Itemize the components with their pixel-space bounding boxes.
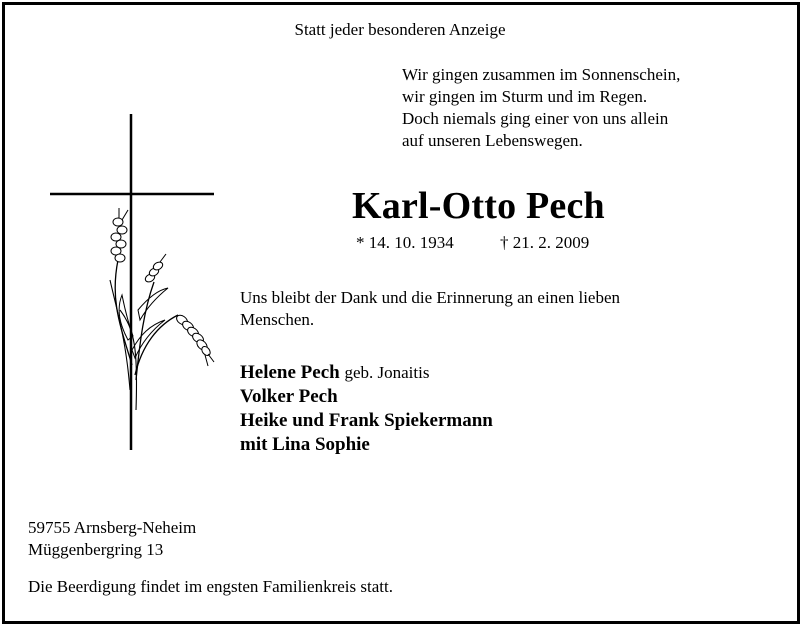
deceased-name: Karl-Otto Pech [352, 185, 605, 227]
birth-date: * 14. 10. 1934 [356, 233, 454, 252]
thanks-text: Uns bleibt der Dank und die Erinnerung an einen lieben Menschen. [240, 288, 621, 329]
address-city: 59755 Arnsberg-Neheim [28, 518, 197, 537]
poem [402, 64, 680, 152]
address-street: Müggenbergring 13 [28, 540, 164, 559]
address [28, 517, 196, 561]
poem-line: Wir gingen zusammen im Sonnenschein, [402, 65, 681, 84]
mourner-name: Volker Pech [240, 386, 338, 407]
poem-line: wir gingen im Sturm und im Regen. [402, 87, 648, 106]
life-dates [356, 233, 589, 253]
mourner-line [240, 361, 493, 385]
mourner-name: Helene Pech [240, 362, 340, 383]
poem-line: Doch niemals ging einer von uns allein [402, 109, 669, 128]
mourners-list [240, 361, 493, 457]
death-date: † 21. 2. 2009 [500, 233, 590, 252]
funeral-note: Die Beerdigung findet im engsten Familienkreis statt. [28, 577, 393, 596]
mourner-name: Heike und Frank Spiekermann [240, 410, 493, 431]
mourner-maiden-name: geb. Jonaitis [344, 363, 430, 382]
mourner-name: mit Lina Sophie [240, 434, 370, 455]
notice-header: Statt jeder besonderen Anzeige [294, 20, 506, 39]
poem-line: auf unseren Lebenswegen. [402, 131, 583, 150]
cross-with-wheat-icon [40, 110, 240, 455]
